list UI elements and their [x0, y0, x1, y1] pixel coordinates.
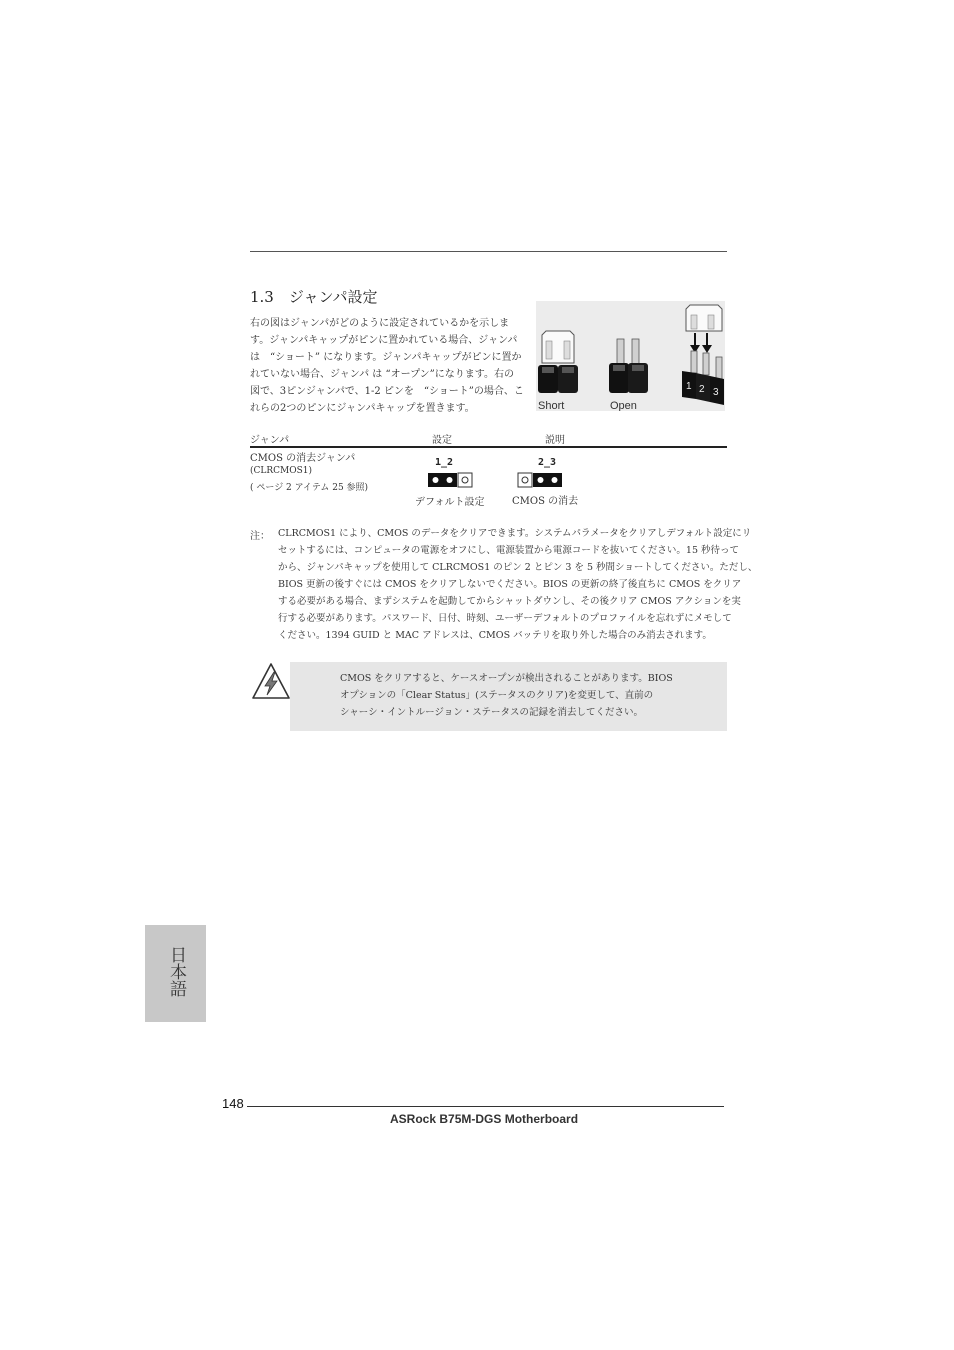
short-jumper-graphic [538, 331, 578, 393]
footer-rule [247, 1106, 724, 1107]
warning-text [340, 670, 720, 721]
top-rule [250, 251, 727, 252]
table-header-setting: 設定 [432, 435, 452, 446]
default-setting-caption: デフォルト設定 [415, 497, 485, 508]
page-number: 148 [222, 1096, 244, 1111]
intro-line: 図で、3ピンジャンパで、1-2 ピンを “ショート”の場合、こ [250, 386, 524, 397]
open-label: Open [610, 400, 637, 411]
intro-line: れていない場合、ジャンパ は “オープン”になります。右の [250, 369, 514, 380]
jumper-illustration-svg [536, 301, 725, 411]
warning-lightning-icon [251, 662, 291, 700]
table-header-jumper: ジャンパ [250, 435, 290, 446]
note-line: から、ジャンパキャップを使用して CLRCMOS1 のピン 2 とピン 3 を 5 秒間ショートしてください。ただし、 [278, 562, 758, 573]
clear-pins-label: 2_3 [538, 457, 557, 468]
pin-number: 3 [713, 387, 719, 398]
note-line: BIOS 更新の後すぐには CMOS をクリアしないでください。BIOS の更新の終了後直ちに CMOS をクリア [278, 579, 742, 590]
pin-number: 2 [699, 384, 705, 395]
note-body [278, 525, 758, 644]
note-label: 注： [250, 531, 270, 542]
page-reference: ( ページ 2 アイテム 25 参照) [250, 483, 369, 493]
intro-line: は “ショート” になります。ジャンパキャップがピンに置か [250, 352, 522, 363]
open-jumper-graphic [609, 339, 648, 393]
jumper-name: CMOS の消去ジャンパ [250, 453, 356, 464]
section-title: 1.3 ジャンパ設定 [250, 288, 378, 306]
language-tab-label: 日本語 [166, 946, 186, 997]
warning-line: オプションの「Clear Status」(ステータスのクリア)を変更して、直前の [340, 690, 654, 701]
jumper-code: (CLRCMOS1) [250, 466, 313, 476]
jumper-illustration [536, 301, 725, 411]
intro-line: 右の図はジャンパがどのように設定されているかを示しま [250, 318, 510, 329]
note-line: セットするには、コンピュータの電源をオフにし、電源装置から電源コードを抜いてください。15 秒待って [278, 545, 740, 556]
intro-line: れらの2つのピンにジャンパキャップを置きます。 [250, 403, 475, 414]
note-line: 行する必要があります。パスワード、日付、時刻、ユーザーデフォルトのプロファイルを忘れずにメモして [278, 613, 732, 624]
note-line: CLRCMOS1 により、CMOS のデータをクリアできます。システムパラメータをクリアしデフォルト設定にリ [278, 528, 752, 539]
note-line: ください。1394 GUID と MAC アドレスは、CMOS バッテリを取り外した場合のみ消去されます。 [278, 630, 712, 641]
pin-number: 1 [686, 381, 692, 392]
default-pins-label: 1_2 [435, 457, 454, 468]
warning-line: CMOS をクリアすると、ケースオープンが検出されることがあります。BIOS [340, 673, 673, 684]
footer-product-name: ASRock B75M-DGS Motherboard [390, 1112, 579, 1126]
table-header-description: 説明 [545, 435, 565, 446]
three-pin-jumper-graphic [682, 305, 724, 405]
clear-cmos-jumper-diagram [517, 472, 562, 492]
table-header-rule [250, 446, 727, 448]
intro-paragraph [250, 315, 525, 417]
default-jumper-diagram [428, 472, 473, 492]
clear-cmos-caption: CMOS の消去 [512, 496, 579, 507]
short-label: Short [538, 400, 565, 411]
warning-line: シャーシ・イントルージョン・ステータスの記録を消去してください。 [340, 707, 644, 718]
intro-line: す。ジャンパキャップがピンに置かれている場合、ジャンパ [250, 335, 518, 346]
note-line: する必要がある場合、まずシステムを起動してからシャットダウンし、その後クリア CMOS アクションを実 [278, 596, 741, 607]
